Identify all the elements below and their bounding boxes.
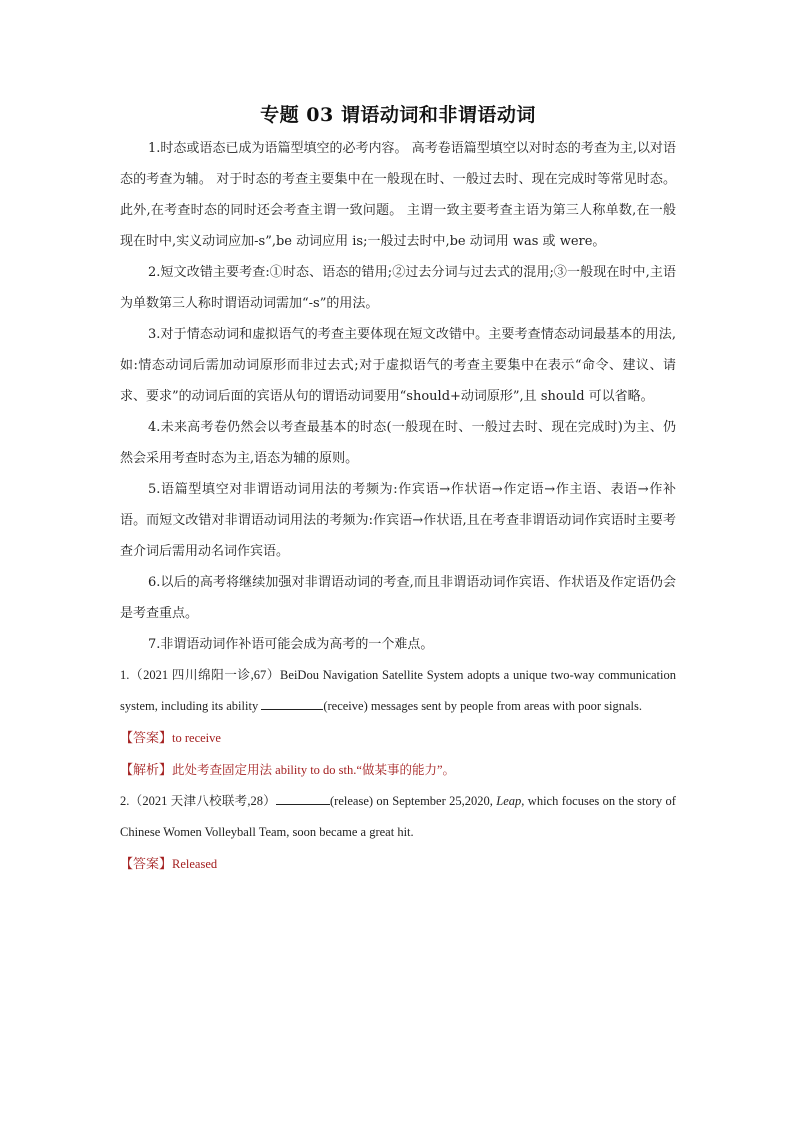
- question-2-answer: [120, 848, 676, 880]
- question-2: [120, 786, 676, 848]
- intro-point-5: 5.语篇型填空对非谓语动词用法的考频为:作宾语→作状语→作定语→作主语、表语→作补语。而短文改错对非谓语动词用法的考频为:作宾语→作状语,且在考查非谓语动词作宾语时主要考查介词后需用动名词作宾语。: [120, 482, 676, 559]
- intro-point-7: 7.非谓语动词作补语可能会成为高考的一个难点。: [148, 637, 434, 652]
- intro-point-1: 1.时态或语态已成为语篇型填空的必考内容。 高考卷语篇型填空以对时态的考查为主,以对语态的考查为辅。 对于时态的考查主要集中在一般现在时、一般过去时、现在完成时等常见时态。 此外,在考查时态的同时还会考查主谓一致问题。 主谓一致主要考查主语为第三人称单数,在一般现在时中,实义动词应加-s”,be 动词应用 is;一般过去时中,be 动词用 was 或 were。: [120, 141, 676, 249]
- answer-label: 【答案】: [120, 730, 173, 745]
- question-2-prefix: 2.（2021 天津八校联考,28）: [120, 794, 277, 808]
- analysis-text: 此处考查固定用法 ability to do sth.“做某事的能力”。: [172, 763, 455, 777]
- question-1: [120, 660, 676, 722]
- document-page: [120, 100, 676, 880]
- intro-point-4: 4.未来高考卷仍然会以考查最基本的时态(一般现在时、一般过去时、现在完成时)为主、仍然会采用考查时态为主,语态为辅的原则。: [120, 420, 676, 466]
- film-title: Leap: [496, 794, 522, 808]
- analysis-label: 【解析】: [120, 762, 173, 777]
- question-1-prefix: 1.（2021 四川绵阳一诊,67）BeiDou Navigation Satellite System adopts a unique two-way communication system, including its ability: [120, 668, 676, 713]
- answer-text: Released: [172, 857, 218, 871]
- intro-point-2: 2.短文改错主要考查:①时态、语态的错用;②过去分词与过去式的混用;③一般现在时中,主语为单数第三人称时谓语动词需加“-s”的用法。: [120, 265, 676, 311]
- question-2-middle: (release) on September 25,2020,: [330, 794, 497, 808]
- intro-point-6: 6.以后的高考将继续加强对非谓语动词的考查,而且非谓语动词作宾语、作状语及作定语仍会是考查重点。: [120, 575, 676, 621]
- answer-text: to receive: [172, 731, 221, 745]
- intro-point-3: 3.对于情态动词和虚拟语气的考查主要体现在短文改错中。主要考查情态动词最基本的用法,如:情态动词后需加动词原形而非过去式;对于虚拟语气的考查主要集中在表示“命令、建议、请求、要求”的动词后面的宾语从句的谓语动词要用“should+动词原形”,且 should 可以省略。: [120, 327, 676, 404]
- question-2-suffix: , which focuses on the story of Chinese Women Volleyball Team, soon became a great hit.: [120, 794, 676, 839]
- answer-blank: [261, 697, 323, 710]
- answer-label: 【答案】: [120, 856, 173, 871]
- question-1-answer: [120, 722, 676, 754]
- question-1-suffix: (receive) messages sent by people from areas with poor signals.: [323, 699, 642, 713]
- question-1-analysis: [120, 754, 676, 786]
- answer-blank: [276, 792, 330, 805]
- page-title: 专题 03 谓语动词和非谓语动词: [260, 104, 536, 126]
